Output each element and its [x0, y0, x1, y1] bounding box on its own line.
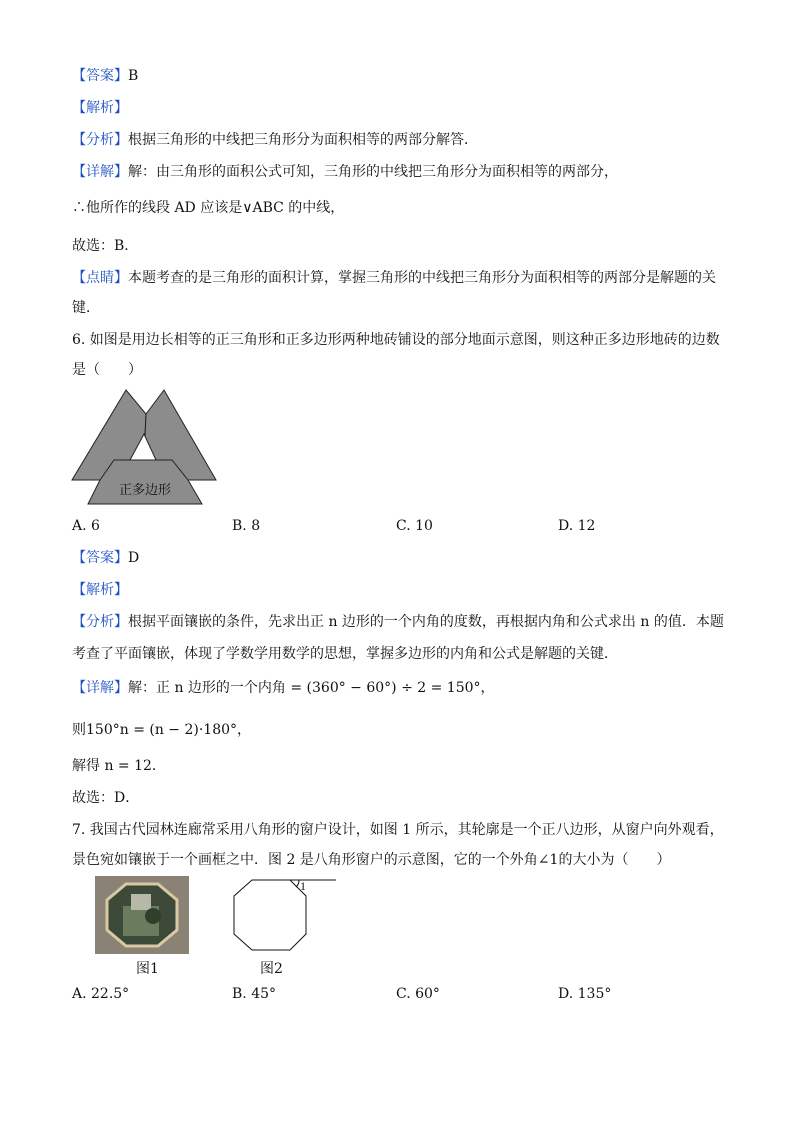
angle-label: 1	[300, 879, 306, 893]
q6-stem-line-1: 6. 如图是用边长相等的正三角形和正多边形两种地砖铺设的部分地面示意图，则这种正多边形地砖的边数	[72, 332, 720, 348]
q7-option-a: A. 22.5°	[72, 986, 130, 1002]
q5-fenxi-line	[72, 130, 478, 150]
q6-stem-line-2: 是（ ）	[72, 362, 142, 378]
answer-value: B	[128, 68, 139, 84]
figure-1-caption: 图1	[136, 961, 159, 977]
fenxi-tag: 【分析】	[72, 132, 128, 148]
polygon-label: 正多边形	[118, 483, 172, 498]
xiangjie-text: 解：由三角形的面积公式可知，三角形的中线把三角形分为面积相等的两部分，	[128, 164, 618, 180]
figure-2-caption: 图2	[260, 961, 283, 977]
window-photo	[95, 876, 189, 954]
q7-option-c: C. 60°	[396, 986, 440, 1002]
answer-tag: 【答案】	[72, 68, 128, 84]
xiangjie-text: 解：正 n 边形的一个内角 = (360° − 60°) ÷ 2 = 150°，	[128, 680, 495, 696]
q5-dianjing-line-2: 键．	[72, 300, 100, 316]
xiangjie-tag: 【详解】	[72, 164, 128, 180]
analysis-tag: 【解析】	[72, 100, 128, 116]
q5-xiangjie-line	[72, 162, 618, 182]
q5-dianjing-line	[72, 268, 716, 288]
q6-option-b: B. 8	[232, 518, 261, 534]
q7-option-d: D. 135°	[558, 986, 612, 1002]
xiangjie-tag: 【详解】	[72, 680, 128, 696]
dianjing-tag: 【点睛】	[72, 270, 128, 286]
fenxi-text: 根据三角形的中线把三角形分为面积相等的两部分解答．	[128, 132, 478, 148]
q6-fenxi-line-2: 考查了平面镶嵌，体现了学数学用数学的思想，掌握多边形的内角和公式是解题的关键．	[72, 646, 618, 662]
q6-option-d: D. 12	[558, 518, 596, 534]
fenxi-tag: 【分析】	[72, 614, 128, 630]
dianjing-text: 本题考查的是三角形的面积计算，掌握三角形的中线把三角形分为面积相等的两部分是解题的关	[128, 270, 716, 286]
octagon-diagram	[228, 876, 340, 956]
q5-analysis-heading	[72, 98, 128, 118]
fenxi-text: 根据平面镶嵌的条件，先求出正 n 边形的一个内角的度数，再根据内角和公式求出 n 的值．本题	[128, 614, 724, 630]
answer-value: D	[128, 550, 140, 566]
angle-arc	[296, 880, 299, 887]
q6-answer-line	[72, 548, 139, 568]
q6-xiangjie-line	[72, 678, 495, 698]
q7-option-b: B. 45°	[232, 986, 277, 1002]
q6-fenxi-line	[72, 612, 724, 632]
q6-analysis-heading	[72, 580, 128, 600]
q6-option-a: A. 6	[72, 518, 100, 534]
q6-solve-line: 解得 n = 12．	[72, 758, 166, 774]
q7-stem-line-1: 7. 我国古代园林连廊常采用八角形的窗户设计，如图 1 所示，其轮廓是一个正八边形，从窗户向外观看，	[72, 822, 724, 838]
octagon-outline	[234, 880, 306, 950]
q5-answer-line	[72, 66, 138, 86]
q6-then-line: 则150°n = (n − 2)·180°，	[72, 722, 252, 738]
q7-stem-line-2: 景色宛如镶嵌于一个画框之中．图 2 是八角形窗户的示意图，它的一个外角∠1的大小为（ ）	[72, 852, 671, 868]
q6-option-c: C. 10	[396, 518, 433, 534]
q5-therefore-line: ∴他所作的线段 AD 应该是∨ABC 的中线，	[72, 200, 345, 216]
tiling-figure	[70, 386, 220, 510]
octagon-window-image	[95, 876, 189, 954]
answer-tag: 【答案】	[72, 550, 128, 566]
q6-choose-line: 故选：D．	[72, 790, 140, 806]
q5-choose-line: 故选：B．	[72, 238, 139, 254]
analysis-tag: 【解析】	[72, 582, 128, 598]
